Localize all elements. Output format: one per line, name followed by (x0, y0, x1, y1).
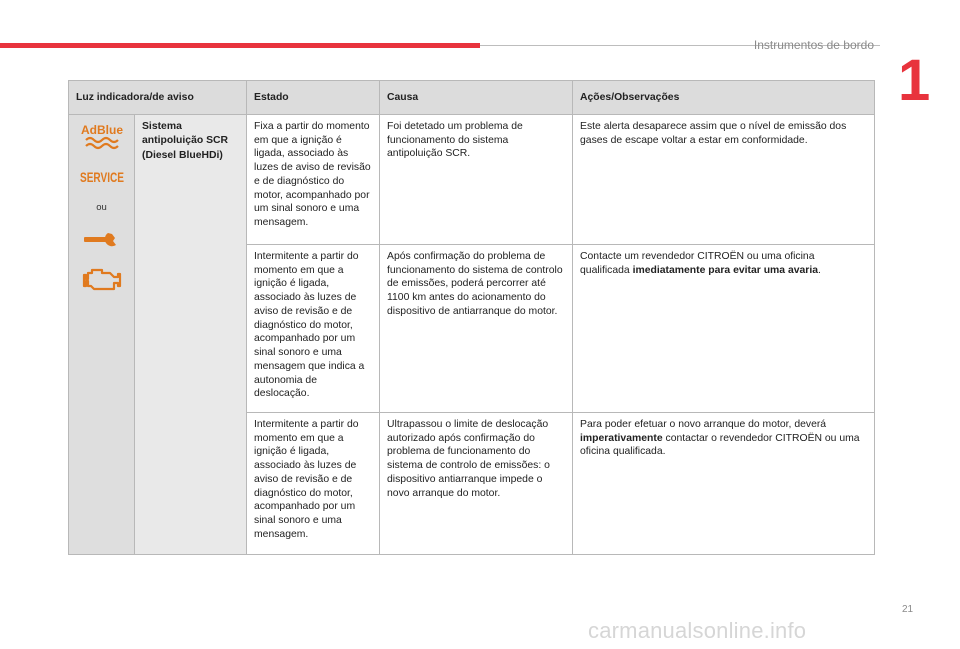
watermark: carmanualsonline.info (588, 618, 807, 643)
chapter-number: 1 (898, 48, 931, 113)
header-acoes: Ações/Observações (573, 81, 875, 115)
service-icon (78, 166, 126, 188)
acoes-text: Contacte um revendedor CITROËN ou uma oficina qualificada (580, 251, 815, 276)
adblue-icon (78, 120, 126, 154)
system-cell (135, 115, 247, 555)
warning-lights-table (68, 80, 875, 555)
header-estado: Estado (247, 81, 380, 115)
acoes-cell (573, 413, 875, 555)
service-label: SERVICE (79, 169, 124, 185)
acoes-emphasis: imperativamente (580, 432, 663, 444)
warning-lamp-cell (69, 115, 135, 555)
acoes-emphasis: imediatamente para evitar uma avaria (632, 264, 818, 276)
acoes-cell (573, 245, 875, 413)
table-header-row (69, 81, 875, 115)
causa-cell: Foi detetado um problema de funcionamento do sistema antipoluição SCR. (380, 115, 573, 245)
acoes-text-end: . (818, 264, 821, 276)
estado-cell: Intermitente a partir do momento em que a ignição é ligada, associado às luzes de aviso de revisão e de diagnóstico do motor, acompanhado por um sinal sonoro e uma mensagem. (247, 413, 380, 555)
page-number: 21 (902, 604, 914, 615)
acoes-cell (573, 115, 875, 245)
estado-cell: Intermitente a partir do momento em que a ignição é ligada, associado às luzes de aviso de revisão e de diagnóstico do motor, acompanhado por um sinal sonoro e uma mensagem que indica a autonomia de deslocação. (247, 245, 380, 413)
causa-cell: Após confirmação do problema de funcionamento do sistema de controlo de emissões, poderá percorrer até 1100 km antes do acionamento do dispositivo de antiarranque do motor. (380, 245, 573, 413)
header-causa: Causa (380, 81, 573, 115)
system-subtitle: (Diesel BlueHDi) (142, 150, 223, 162)
estado-cell: Fixa a partir do momento em que a ignição é ligada, associado às luzes de aviso de revisão e de diagnóstico do motor, acompanhado por um sinal sonoro e uma mensagem. (247, 115, 380, 245)
section-title: Instrumentos de bordo (753, 38, 874, 52)
causa-cell: Ultrapassou o limite de deslocação autorizado após confirmação do problema de funcionamento do sistema de controlo de emissões: o dispositivo antiarranque impede o novo arranque do motor. (380, 413, 573, 555)
system-name: Sistema antipoluição SCR (142, 121, 229, 146)
acoes-text: Para poder efetuar o novo arranque do motor, deverá (580, 419, 827, 430)
engine-icon (82, 263, 122, 293)
or-text: ou (96, 202, 107, 213)
wrench-icon (82, 231, 122, 247)
adblue-label: AdBlue (80, 123, 123, 137)
table-row (69, 115, 875, 245)
header-accent-bar (0, 43, 480, 48)
acoes-text: Este alerta desaparece assim que o nível de emissão dos gases de escape voltar a estar em conformidade. (580, 121, 847, 146)
header-warning-light: Luz indicadora/de aviso (69, 81, 247, 115)
acoes-text-end: contactar o revendedor CITROËN ou uma oficina qualificada. (580, 432, 860, 458)
